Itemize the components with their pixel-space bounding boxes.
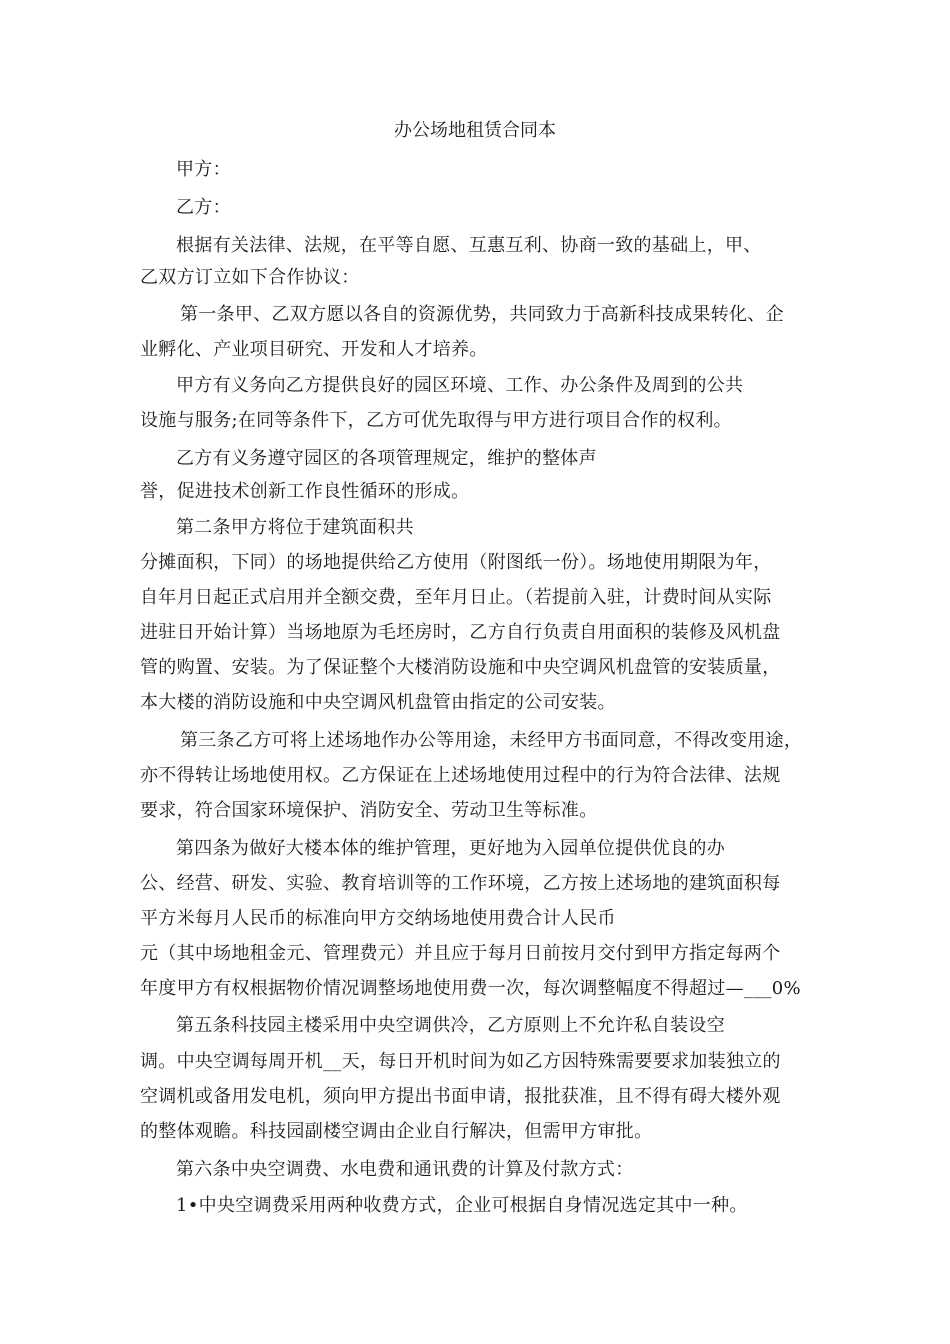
document-title: 办公场地租赁合同本	[394, 120, 556, 141]
paragraph-line: 管的购置、安装。为了保证整个大楼消防设施和中央空调风机盘管的安装质量，	[140, 657, 781, 678]
paragraph-line: 公、经营、研发、实验、教育培训等的工作环境，乙方按上述场地的建筑面积每	[140, 873, 781, 894]
paragraph-line: 乙双方订立如下合作协议：	[140, 267, 360, 288]
paragraph-line: 1•中央空调费采用两种收费方式，企业可根据自身情况选定其中一种。	[176, 1195, 748, 1216]
paragraph-line: 自年月日起正式启用并全额交费，至年月日止。（若提前入驻，计费时间从实际	[140, 587, 772, 608]
paragraph-line: 乙方有义务遵守园区的各项管理规定，维护的整体声	[176, 448, 597, 469]
paragraph-line: 第二条甲方将位于建筑面积共	[176, 517, 414, 538]
paragraph-line: 本大楼的消防设施和中央空调风机盘管由指定的公司安装。	[140, 692, 616, 713]
paragraph-line: 第五条科技园主楼采用中央空调供冷，乙方原则上不允许私自装设空	[176, 1015, 725, 1036]
paragraph-line: 业孵化、产业项目研究、开发和人才培养。	[140, 339, 488, 360]
paragraph-line: 元（其中场地租金元、管理费元）并且应于每月日前按月交付到甲方指定每两个	[140, 943, 781, 964]
paragraph-line: 乙方：	[176, 197, 231, 218]
paragraph-line: 第一条甲、乙双方愿以各自的资源优势，共同致力于高新科技成果转化、企	[180, 304, 784, 325]
paragraph-line: 誉，促进技术创新工作良性循环的形成。	[140, 481, 470, 502]
paragraph-line: 进驻日开始计算）当场地原为毛坯房时，乙方自行负责自用面积的装修及风机盘	[140, 622, 781, 643]
paragraph-line: 要求，符合国家环境保护、消防安全、劳动卫生等标准。	[140, 800, 598, 821]
paragraph-line: 设施与服务;在同等条件下，乙方可优先取得与甲方进行项目合作的权利。	[140, 410, 732, 431]
paragraph-line: 调。中央空调每周开机__天，每日开机时间为如乙方因特殊需要要求加装独立的	[140, 1051, 781, 1072]
paragraph-line: 平方米每月人民币的标准向甲方交纳场地使用费合计人民币	[140, 908, 616, 929]
paragraph-line: 根据有关法律、法规，在平等自愿、互惠互利、协商一致的基础上，甲、	[176, 235, 762, 256]
paragraph-line: 亦不得转让场地使用权。乙方保证在上述场地使用过程中的行为符合法律、法规	[140, 765, 781, 786]
paragraph-line: 第六条中央空调费、水电费和通讯费的计算及付款方式：	[176, 1159, 634, 1180]
paragraph-line: 甲方有义务向乙方提供良好的园区环境、工作、办公条件及周到的公共	[176, 375, 744, 396]
paragraph-line: 甲方：	[176, 159, 231, 180]
paragraph-line: 空调机或备用发电机，须向甲方提出书面申请，报批获准，且不得有碍大楼外观	[140, 1086, 781, 1107]
paragraph-line: 年度甲方有权根据物价情况调整场地使用费一次，每次调整幅度不得超过—___0%	[140, 978, 801, 999]
paragraph-line: 分摊面积，下同）的场地提供给乙方使用（附图纸一份）。场地使用期限为年，	[140, 552, 772, 573]
paragraph-line: 的整体观瞻。科技园副楼空调由企业自行解决，但需甲方审批。	[140, 1121, 653, 1142]
paragraph-line: 第三条乙方可将上述场地作办公等用途，未经甲方书面同意，不得改变用途，	[180, 730, 803, 751]
paragraph-line: 第四条为做好大楼本体的维护管理，更好地为入园单位提供优良的办	[176, 838, 725, 859]
